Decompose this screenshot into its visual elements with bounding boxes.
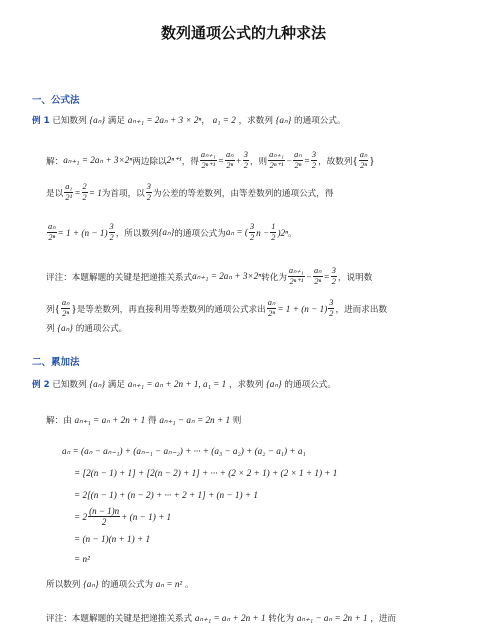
example-1-initial: a₁ = 2 xyxy=(212,115,236,125)
derivation-line-6: = n² xyxy=(74,554,90,564)
page-title: 数列通项公式的九种求法 xyxy=(160,24,326,42)
solution-1-text: 为首项，以 xyxy=(101,188,145,199)
section-heading-formula: 一、公式法 xyxy=(32,95,80,106)
solution-1-text: ，所以数列 xyxy=(115,228,159,239)
solution-1-eq: aₙ₊₁ = 2aₙ + 3×2ⁿ xyxy=(63,155,133,165)
example-1: 例 1 已知数列 {aₙ} 满足 aₙ₊₁ = 2aₙ + 3 × 2ⁿ， a₁ = 2 ，求数列 {aₙ} 的通项公式。 xyxy=(32,115,346,126)
fraction: $\frac{3}{2}$ xyxy=(329,298,334,318)
example-1-text-b: 满足 xyxy=(107,116,125,126)
fraction: $\frac{\text{aₙ}}{\text{2ⁿ}}$ xyxy=(48,222,56,242)
derivation-line-3: = 2[(n − 1) + (n − 2) + ··· + 2 + 1] + (n − 1) + 1 xyxy=(74,490,258,500)
fraction: $\frac{(n - 1)n}{2}$ xyxy=(89,506,120,527)
solution-1-line-2: 是以 $\frac{\text{a₁}}{\text{2¹}}$ = $\frac{2}{2}$ = 1 为首项，以 $\frac{3}{2}$ 为公差的等差数列，由等差数列的通项公式，得 xyxy=(46,182,334,202)
solution-1-text: 为公差的等差数列，由等差数列的通项公式，得 xyxy=(152,188,334,199)
note-2-line-1: 评注：本题解题的关键是把递推关系式 aₙ₊₁ = aₙ + 2n + 1 转化为 aₙ₊₁ − aₙ = 2n + 1 ，进而 xyxy=(46,613,397,624)
note-1-line-2: 列 { $\frac{\text{aₙ}}{\text{2ⁿ}}$ } 是等差数列，再直接利用等差数列的通项公式求出 $\frac{\text{aₙ}}{\text{2ⁿ}}$ = 1 + (n − 1) $\frac{3}{2}$ ，进而求出数 xyxy=(46,298,388,318)
derivation-line-4: = 2 $\frac{(n - 1)n}{2}$ + (n − 1) + 1 xyxy=(74,506,172,527)
solution-2-line-1: 解：由 aₙ₊₁ = aₙ + 2n + 1 得 aₙ₊₁ − aₙ = 2n + 1 则 xyxy=(46,415,242,426)
example-2: 例 2 已知数列 {aₙ} 满足 aₙ₊₁ = aₙ + 2n + 1, a₁ = 1 ，求数列 {aₙ} 的通项公式。 xyxy=(32,379,336,390)
fraction: $\frac{\text{aₙ}}{\text{2ⁿ}}$ xyxy=(267,298,276,318)
fraction: $\frac{3}{2}$ xyxy=(146,182,151,202)
example-1-text-c: ，求数列 xyxy=(238,116,273,126)
fraction: $\frac{3}{2}$ xyxy=(331,266,336,286)
solution-1-line-1: 解： aₙ₊₁ = 2aₙ + 3×2ⁿ 两边除以 2ⁿ⁺¹ ，得 $\frac{\text{aₙ₊₁}}{\text{2ⁿ⁺¹}}$ = $\frac{\text{aₙ}}{\text{2ⁿ}}$ + $\frac{3}{2}$ ，则 $\frac{\text{aₙ₊₁}}{\text{2ⁿ⁺¹}}$ − $\frac{\text{aₙ}}{\text{2ⁿ}}$ = $\frac{3}{2}$ ，故数列 { $\frac{\text{aₙ}}{\text{2ⁿ}}$ } xyxy=(46,150,375,170)
derivation-line-1: aₙ = (aₙ − aₙ₋₁) + (aₙ₋₁ − aₙ₋₂) + ··· + (a₃ − a₂) + (a₂ − a₁) + a₁ xyxy=(62,446,306,456)
derivation-line-5: = (n − 1)(n + 1) + 1 xyxy=(74,534,151,544)
example-1-recurrence: aₙ₊₁ = 2aₙ + 3 × 2ⁿ xyxy=(127,115,202,125)
note-1-line-3: 列 {aₙ} 的通项公式。 xyxy=(46,323,128,334)
fraction: $\frac{\text{aₙ₊₁}}{\text{2ⁿ⁺¹}}$ xyxy=(288,266,304,286)
example-2-label: 例 2 xyxy=(32,380,50,390)
solution-1-power: 2ⁿ⁺¹ xyxy=(166,155,182,165)
example-1-seq-2: {aₙ} xyxy=(275,115,292,125)
example-1-label: 例 1 xyxy=(32,116,50,126)
solution-lead: 解： xyxy=(46,156,64,167)
solution-1-line-3: $\frac{\text{aₙ}}{\text{2ⁿ}}$ = 1 + (n − 1) $\frac{3}{2}$ ，所以数列 {aₙ} 的通项公式为 aₙ = ( $\frac{3}{2}$ n − $\frac{1}{2}$ )2ⁿ 。 xyxy=(48,222,297,242)
fraction: $\frac{\text{aₙ}}{\text{2ⁿ}}$ xyxy=(225,150,234,170)
fraction: $\frac{\text{a₁}}{\text{2¹}}$ xyxy=(65,182,73,202)
fraction: $\frac{3}{2}$ xyxy=(249,222,255,242)
solution-2-conclusion: 所以数列 {aₙ} 的通项公式为 aₙ = n² 。 xyxy=(46,579,194,590)
example-1-text-d: 的通项公式。 xyxy=(294,116,346,126)
fraction: $\frac{3}{2}$ xyxy=(311,150,317,170)
note-1-line-1: 评注：本题解题的关键是把递推关系式 aₙ₊₁ = 2aₙ + 3×2ⁿ 转化为 $\frac{\text{aₙ₊₁}}{\text{2ⁿ⁺¹}}$ − $\frac{\text{aₙ}}{\text{2ⁿ}}$ = $\frac{3}{2}$ ，说明数 xyxy=(46,266,373,286)
fraction: $\frac{\text{aₙ₊₁}}{\text{2ⁿ⁺¹}}$ xyxy=(269,150,284,170)
fraction: $\frac{3}{2}$ xyxy=(243,150,248,170)
fraction: $\frac{\text{aₙ}}{\text{2ⁿ}}$ xyxy=(61,298,70,318)
fraction: $\frac{3}{2}$ xyxy=(109,222,114,242)
example-1-seq: {aₙ} xyxy=(89,115,106,125)
fraction: $\frac{\text{aₙ}}{\text{2ⁿ}}$ xyxy=(313,266,322,286)
fraction: $\frac{2}{2}$ xyxy=(82,182,87,202)
solution-1-text: ，故数列 xyxy=(318,156,353,167)
example-1-text-a: 已知数列 xyxy=(52,116,87,126)
fraction: $\frac{\text{aₙ}}{\text{2ⁿ}}$ xyxy=(359,150,368,170)
solution-1-text: ，则 xyxy=(249,156,268,167)
derivation-line-2: = [2(n − 1) + 1] + [2(n − 2) + 1] + ··· + (2 × 2 + 1) + (2 × 1 + 1) + 1 xyxy=(74,468,338,478)
solution-1-text: 的通项公式为 xyxy=(174,228,226,239)
solution-1-text: ，得 xyxy=(181,156,199,167)
solution-1-text: 是以 xyxy=(46,188,64,199)
solution-1-text: 两边除以 xyxy=(132,156,167,167)
fraction: $\frac{\text{aₙ₊₁}}{\text{2ⁿ⁺¹}}$ xyxy=(200,150,216,170)
section-heading-accumulation: 二、累加法 xyxy=(32,357,80,368)
fraction: $\frac{1}{2}$ xyxy=(271,222,276,242)
fraction: $\frac{\text{aₙ}}{\text{2ⁿ}}$ xyxy=(294,150,302,170)
